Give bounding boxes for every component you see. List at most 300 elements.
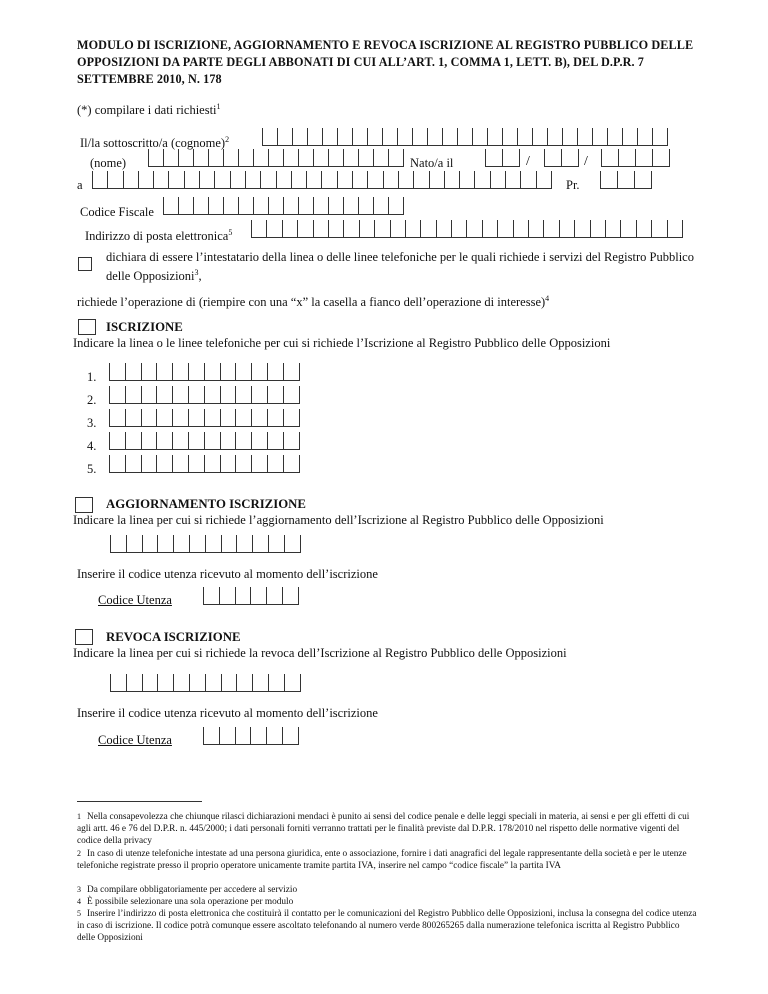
char-box[interactable] [205, 386, 221, 404]
province-field[interactable] [600, 171, 652, 189]
char-box[interactable] [127, 674, 143, 692]
char-box[interactable] [142, 455, 158, 473]
char-box[interactable] [384, 171, 399, 189]
iscrizione-description: Indicare la linea o le linee telefoniche per cui si richiede l’Iscrizione al Registro Pubblico delle Opposizioni [73, 336, 611, 350]
char-box[interactable] [284, 197, 299, 215]
char-box[interactable] [374, 149, 389, 167]
char-box[interactable] [173, 363, 189, 381]
char-box[interactable] [205, 363, 221, 381]
declaration-footnote-ref: 3 [194, 268, 199, 277]
char-box[interactable] [284, 363, 300, 381]
char-box[interactable] [338, 171, 353, 189]
char-box[interactable] [668, 220, 683, 238]
char-box[interactable] [638, 128, 653, 146]
char-box[interactable] [344, 220, 359, 238]
revoca-code-label: Codice Utenza [98, 733, 172, 747]
char-box[interactable] [578, 128, 593, 146]
char-box[interactable] [267, 727, 283, 745]
email-field[interactable] [251, 220, 683, 238]
char-box[interactable] [284, 432, 300, 450]
province-label: Pr. [566, 178, 580, 192]
char-box[interactable] [563, 128, 578, 146]
char-box[interactable] [389, 197, 404, 215]
char-box[interactable] [621, 220, 636, 238]
char-box[interactable] [190, 535, 206, 553]
declaration-checkbox[interactable] [78, 257, 92, 271]
surname-label-text: Il/la sottoscritto/a (cognome) [80, 136, 226, 151]
char-box[interactable] [231, 171, 246, 189]
char-box[interactable] [268, 363, 284, 381]
char-box[interactable] [221, 363, 237, 381]
char-box[interactable] [445, 171, 460, 189]
char-box[interactable] [206, 535, 222, 553]
char-box[interactable] [322, 171, 337, 189]
char-box[interactable] [521, 171, 536, 189]
char-box[interactable] [498, 220, 513, 238]
char-box[interactable] [239, 149, 254, 167]
char-box[interactable] [452, 220, 467, 238]
char-box[interactable] [503, 128, 518, 146]
char-box[interactable] [437, 220, 452, 238]
char-box[interactable] [204, 727, 220, 745]
char-box[interactable] [399, 171, 414, 189]
name-field[interactable] [148, 149, 404, 167]
char-box[interactable] [483, 220, 498, 238]
char-box[interactable] [277, 171, 292, 189]
footnote-2-number: 2 [77, 849, 81, 858]
footnote-1-number: 1 [77, 812, 81, 821]
char-box[interactable] [269, 535, 285, 553]
page-title: MODULO DI ISCRIZIONE, AGGIORNAMENTO E REVOCA ISCRIZIONE AL REGISTRO PUBBLICO DELLE OPPOSIZIONI DA PARTE DEGLI ABBONATI DI CUI ALL’ART. 1, COMMA 1, LETT. B), DEL D.P.R. 7 SETTEMBRE 2010, N. 178 [77, 38, 694, 86]
char-box[interactable] [267, 220, 282, 238]
birth-day-field[interactable] [485, 149, 520, 167]
char-box[interactable] [200, 171, 215, 189]
char-box[interactable] [236, 727, 252, 745]
char-box[interactable] [209, 149, 224, 167]
char-box[interactable] [618, 171, 635, 189]
char-box[interactable] [124, 171, 139, 189]
char-box[interactable] [164, 149, 179, 167]
char-box[interactable] [246, 171, 261, 189]
char-box[interactable] [110, 386, 126, 404]
char-box[interactable] [506, 171, 521, 189]
footnote-3-number: 3 [77, 885, 81, 894]
char-box[interactable] [236, 587, 252, 605]
char-box[interactable] [353, 171, 368, 189]
char-box[interactable] [222, 535, 238, 553]
line-number-2: 2. [87, 393, 97, 407]
char-box[interactable] [269, 674, 285, 692]
char-box[interactable] [204, 587, 220, 605]
char-box[interactable] [314, 220, 329, 238]
aggiornamento-code-instruction: Inserire il codice utenza ricevuto al momento dell’iscrizione [77, 567, 378, 581]
char-box[interactable] [173, 386, 189, 404]
birthplace-field[interactable] [92, 171, 552, 189]
revoca-line-field[interactable] [110, 674, 301, 692]
char-box[interactable] [236, 363, 252, 381]
char-box[interactable] [252, 363, 268, 381]
revoca-code-instruction: Inserire il codice utenza ricevuto al momento dell’iscrizione [77, 706, 378, 720]
aggiornamento-description: Indicare la linea per cui si richiede l’aggiornamento dell’Iscrizione al Registro Pubblico delle Opposizioni [73, 513, 604, 527]
phone-line-3-field[interactable] [109, 409, 300, 427]
char-box[interactable] [368, 128, 383, 146]
char-box[interactable] [185, 171, 200, 189]
char-box[interactable] [252, 455, 268, 473]
char-box[interactable] [221, 432, 237, 450]
char-box[interactable] [486, 149, 503, 167]
char-box[interactable] [473, 128, 488, 146]
declaration-tail: , [198, 269, 202, 284]
name-label: (nome) [90, 156, 127, 170]
char-box[interactable] [268, 386, 284, 404]
revoca-checkbox[interactable] [75, 629, 93, 645]
char-box[interactable] [173, 432, 189, 450]
char-box[interactable] [142, 386, 158, 404]
char-box[interactable] [158, 535, 174, 553]
char-box[interactable] [602, 149, 619, 167]
footnote-4 [77, 896, 697, 908]
char-box[interactable] [545, 149, 562, 167]
revoca-heading: REVOCA ISCRIZIONE [106, 630, 241, 644]
char-box[interactable] [205, 409, 221, 427]
birth-year-field[interactable] [601, 149, 670, 167]
char-box[interactable] [652, 220, 667, 238]
char-box[interactable] [608, 128, 623, 146]
char-box[interactable] [575, 220, 590, 238]
char-box[interactable] [126, 386, 142, 404]
char-box[interactable] [252, 386, 268, 404]
declaration-text [106, 249, 696, 284]
char-box[interactable] [93, 171, 108, 189]
revoca-description: Indicare la linea per cui si richiede la revoca dell’Iscrizione al Registro Pubblico delle Opposizioni [73, 646, 567, 660]
iscrizione-checkbox[interactable] [78, 319, 96, 335]
char-box[interactable] [269, 149, 284, 167]
char-box[interactable] [158, 674, 174, 692]
char-box[interactable] [329, 149, 344, 167]
aggiornamento-code-label: Codice Utenza [98, 593, 172, 607]
char-box[interactable] [284, 149, 299, 167]
char-box[interactable] [143, 535, 159, 553]
char-box[interactable] [261, 171, 276, 189]
char-box[interactable] [359, 197, 374, 215]
line-number-4: 4. [87, 439, 97, 453]
char-box[interactable] [323, 128, 338, 146]
email-label [85, 228, 232, 244]
char-box[interactable] [491, 171, 506, 189]
surname-footnote-ref: 2 [225, 135, 230, 144]
char-box[interactable] [252, 409, 268, 427]
operation-footnote-ref: 4 [545, 294, 550, 303]
email-footnote-ref: 5 [228, 228, 233, 237]
char-box[interactable] [635, 171, 652, 189]
char-box[interactable] [254, 197, 269, 215]
char-box[interactable] [174, 535, 190, 553]
char-box[interactable] [413, 128, 428, 146]
char-box[interactable] [293, 128, 308, 146]
footnote-5-text: Inserire l’indirizzo di posta elettronica che costituirà il contatto per le comunicazioni del Registro Pubblico delle Opposizioni, inclusa la consegna del codice utenza in caso di iscrizione. Il codice potrà comunque essere ascoltato telefonando al numero verde 800265265 dalla numerazione telefonica iscritta al Registro Pubblico delle Opposizioni [77, 909, 697, 943]
footnote-2-text: In caso di utenze telefoniche intestate ad una persona giuridica, ente o associazione, fornire i dati anagrafici del legale rappresentante della società e per le utenze telefoniche registrate presso il proprio operatore unicamente tramite partita IVA, inserire nel campo “codice fiscale” la partita IVA [77, 849, 687, 871]
tax-code-field[interactable] [163, 197, 404, 215]
char-box[interactable] [127, 535, 143, 553]
char-box[interactable] [344, 149, 359, 167]
char-box[interactable] [406, 220, 421, 238]
char-box[interactable] [344, 197, 359, 215]
char-box[interactable] [285, 674, 301, 692]
tax-code-label: Codice Fiscale [80, 205, 154, 219]
char-box[interactable] [619, 149, 636, 167]
char-box[interactable] [653, 128, 668, 146]
char-box[interactable] [514, 220, 529, 238]
char-box[interactable] [157, 409, 173, 427]
char-box[interactable] [157, 386, 173, 404]
char-box[interactable] [314, 197, 329, 215]
char-box[interactable] [488, 128, 503, 146]
char-box[interactable] [443, 128, 458, 146]
char-box[interactable] [606, 220, 621, 238]
aggiornamento-checkbox[interactable] [75, 497, 93, 513]
char-box[interactable] [194, 197, 209, 215]
char-box[interactable] [278, 128, 293, 146]
char-box[interactable] [179, 197, 194, 215]
char-box[interactable] [562, 149, 579, 167]
char-box[interactable] [143, 674, 159, 692]
char-box[interactable] [110, 409, 126, 427]
char-box[interactable] [126, 363, 142, 381]
char-box[interactable] [398, 128, 413, 146]
char-box[interactable] [623, 128, 638, 146]
footnote-2 [77, 848, 697, 872]
intro-note [77, 102, 221, 118]
char-box[interactable] [253, 535, 269, 553]
char-box[interactable] [375, 220, 390, 238]
birth-date-label: Nato/a il [410, 156, 454, 170]
char-box[interactable] [284, 455, 300, 473]
char-box[interactable] [194, 149, 209, 167]
char-box[interactable] [157, 455, 173, 473]
char-box[interactable] [205, 432, 221, 450]
intro-text: (*) compilare i dati richiesti [77, 103, 217, 118]
char-box[interactable] [284, 409, 300, 427]
char-box[interactable] [189, 455, 205, 473]
char-box[interactable] [221, 455, 237, 473]
char-box[interactable] [292, 171, 307, 189]
char-box[interactable] [169, 171, 184, 189]
char-box[interactable] [236, 386, 252, 404]
char-box[interactable] [368, 171, 383, 189]
declaration-body: dichiara di essere l’intestatario della linea o delle linee telefoniche per le quali richiede i servizi del Registro Pubblico delle Opposizioni [106, 250, 694, 284]
footnote-5 [77, 908, 697, 944]
footnote-1 [77, 811, 697, 847]
char-box[interactable] [421, 220, 436, 238]
char-box[interactable] [157, 363, 173, 381]
char-box[interactable] [314, 149, 329, 167]
char-box[interactable] [430, 171, 445, 189]
char-box[interactable] [601, 171, 618, 189]
char-box[interactable] [518, 128, 533, 146]
char-box[interactable] [298, 220, 313, 238]
char-box[interactable] [529, 220, 544, 238]
char-box[interactable] [263, 128, 278, 146]
char-box[interactable] [460, 171, 475, 189]
char-box[interactable] [142, 363, 158, 381]
char-box[interactable] [389, 149, 404, 167]
char-box[interactable] [142, 432, 158, 450]
line-number-5: 5. [87, 462, 97, 476]
footnote-4-number: 4 [77, 897, 81, 906]
footnote-1-text: Nella consapevolezza che chiunque rilasci dichiarazioni mendaci è punito ai sensi del codice penale e delle leggi speciali in materia, ai sensi e per gli effetti di cui agli artt. 46 e 76 del D.P.R. n. 445/2000; i dati personali forniti verranno trattati per le finalità previste dal D.P.R. 178/2010 nel rispetto delle normative vigenti del codice della privacy [77, 812, 690, 846]
char-box[interactable] [353, 128, 368, 146]
char-box[interactable] [179, 149, 194, 167]
char-box[interactable] [269, 197, 284, 215]
char-box[interactable] [221, 409, 237, 427]
footnote-3-text: Da compilare obbligatoriamente per accedere al servizio [87, 885, 298, 895]
char-box[interactable] [126, 455, 142, 473]
char-box[interactable] [236, 455, 252, 473]
char-box[interactable] [111, 674, 127, 692]
char-box[interactable] [149, 149, 164, 167]
char-box[interactable] [283, 727, 299, 745]
intro-footnote-ref: 1 [216, 102, 221, 111]
birth-month-field[interactable] [544, 149, 579, 167]
char-box[interactable] [157, 432, 173, 450]
char-box[interactable] [653, 149, 670, 167]
char-box[interactable] [189, 409, 205, 427]
char-box[interactable] [252, 220, 267, 238]
char-box[interactable] [537, 171, 552, 189]
char-box[interactable] [110, 363, 126, 381]
char-box[interactable] [205, 455, 221, 473]
char-box[interactable] [164, 197, 179, 215]
line-number-3: 3. [87, 416, 97, 430]
footnote-3 [77, 884, 697, 896]
char-box[interactable] [267, 587, 283, 605]
char-box[interactable] [252, 432, 268, 450]
phone-line-4-field[interactable] [109, 432, 300, 450]
char-box[interactable] [173, 455, 189, 473]
char-box[interactable] [108, 171, 123, 189]
char-box[interactable] [224, 149, 239, 167]
char-box[interactable] [126, 409, 142, 427]
char-box[interactable] [283, 220, 298, 238]
char-box[interactable] [209, 197, 224, 215]
char-box[interactable] [222, 674, 238, 692]
char-box[interactable] [190, 674, 206, 692]
char-box[interactable] [189, 432, 205, 450]
char-box[interactable] [221, 386, 237, 404]
phone-line-2-field[interactable] [109, 386, 300, 404]
phone-line-5-field[interactable] [109, 455, 300, 473]
iscrizione-heading: ISCRIZIONE [106, 320, 183, 334]
char-box[interactable] [636, 149, 653, 167]
char-box[interactable] [139, 171, 154, 189]
char-box[interactable] [110, 432, 126, 450]
char-box[interactable] [475, 171, 490, 189]
revoca-code-field[interactable] [203, 727, 299, 745]
char-box[interactable] [126, 432, 142, 450]
char-box[interactable] [548, 128, 563, 146]
char-box[interactable] [154, 171, 169, 189]
char-box[interactable] [254, 149, 269, 167]
char-box[interactable] [236, 409, 252, 427]
char-box[interactable] [374, 197, 389, 215]
char-box[interactable] [383, 128, 398, 146]
char-box[interactable] [428, 128, 443, 146]
char-box[interactable] [224, 197, 239, 215]
char-box[interactable] [329, 197, 344, 215]
char-box[interactable] [637, 220, 652, 238]
char-box[interactable] [142, 409, 158, 427]
char-box[interactable] [285, 535, 301, 553]
email-label-text: Indirizzo di posta elettronica [85, 229, 229, 244]
char-box[interactable] [237, 535, 253, 553]
char-box[interactable] [236, 432, 252, 450]
char-box[interactable] [253, 674, 269, 692]
char-box[interactable] [173, 409, 189, 427]
date-separator-2: / [584, 154, 588, 169]
char-box[interactable] [533, 128, 548, 146]
char-box[interactable] [268, 455, 284, 473]
operation-instruction [77, 294, 549, 310]
date-separator: / [526, 154, 530, 169]
char-box[interactable] [560, 220, 575, 238]
char-box[interactable] [283, 587, 299, 605]
operation-instruction-text: richiede l’operazione di (riempire con una “x” la casella a fianco dell’operazione di interesse) [77, 295, 546, 310]
char-box[interactable] [591, 220, 606, 238]
char-box[interactable] [110, 455, 126, 473]
char-box[interactable] [414, 171, 429, 189]
char-box[interactable] [593, 128, 608, 146]
char-box[interactable] [308, 128, 323, 146]
char-box[interactable] [360, 220, 375, 238]
char-box[interactable] [215, 171, 230, 189]
aggiornamento-code-field[interactable] [203, 587, 299, 605]
char-box[interactable] [220, 587, 236, 605]
char-box[interactable] [467, 220, 482, 238]
char-box[interactable] [239, 197, 254, 215]
birthplace-label: a [77, 178, 83, 192]
char-box[interactable] [544, 220, 559, 238]
char-box[interactable] [206, 674, 222, 692]
surname-field[interactable] [262, 128, 668, 146]
char-box[interactable] [307, 171, 322, 189]
char-box[interactable] [329, 220, 344, 238]
char-box[interactable] [251, 587, 267, 605]
char-box[interactable] [189, 386, 205, 404]
footnote-5-number: 5 [77, 909, 81, 918]
char-box[interactable] [391, 220, 406, 238]
char-box[interactable] [284, 386, 300, 404]
char-box[interactable] [111, 535, 127, 553]
char-box[interactable] [189, 363, 205, 381]
aggiornamento-heading: AGGIORNAMENTO ISCRIZIONE [106, 497, 306, 511]
footnote-4-text: È possibile selezionare una sola operazione per modulo [87, 897, 294, 907]
char-box[interactable] [268, 409, 284, 427]
char-box[interactable] [458, 128, 473, 146]
char-box[interactable] [503, 149, 520, 167]
footnote-separator [77, 801, 202, 802]
char-box[interactable] [237, 674, 253, 692]
char-box[interactable] [299, 149, 314, 167]
char-box[interactable] [299, 197, 314, 215]
aggiornamento-line-field[interactable] [110, 535, 301, 553]
char-box[interactable] [174, 674, 190, 692]
char-box[interactable] [338, 128, 353, 146]
char-box[interactable] [359, 149, 374, 167]
char-box[interactable] [251, 727, 267, 745]
phone-line-1-field[interactable] [109, 363, 300, 381]
char-box[interactable] [268, 432, 284, 450]
char-box[interactable] [220, 727, 236, 745]
